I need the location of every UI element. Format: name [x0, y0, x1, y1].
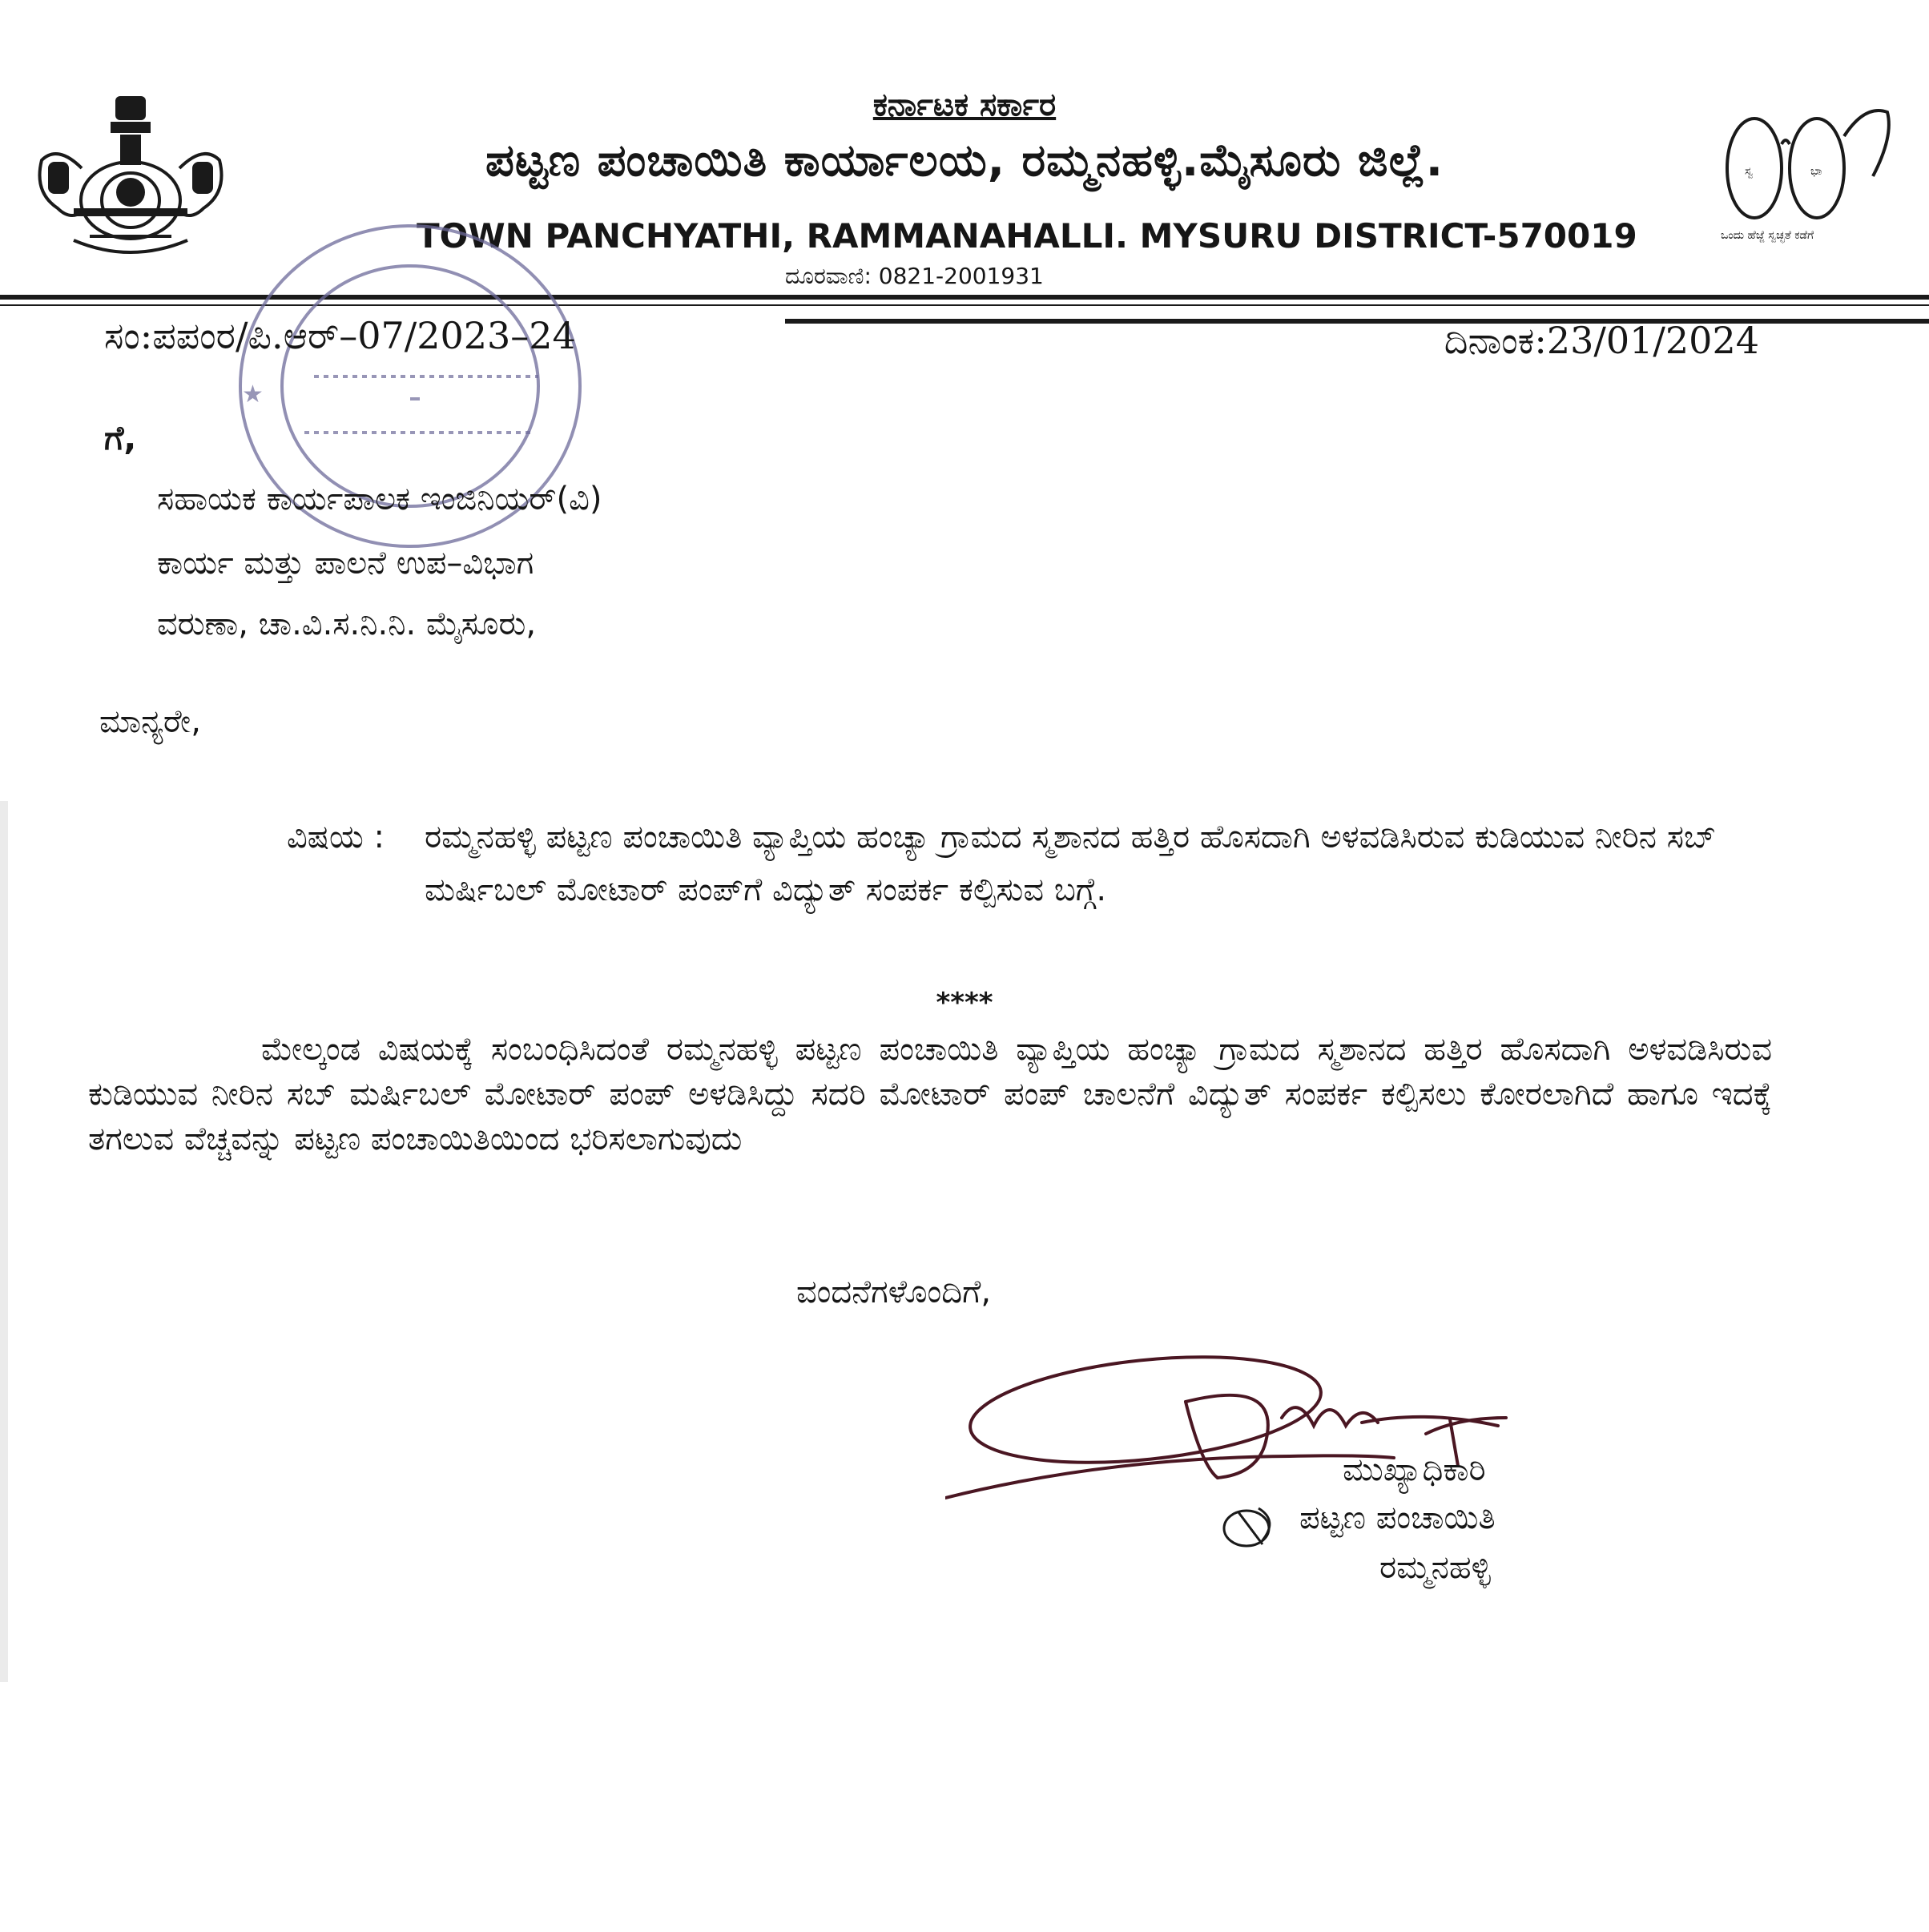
letter-body: ಮೇಲ್ಕಂಡ ವಿಷಯಕ್ಕೆ ಸಂಬಂಧಿಸಿದಂತೆ ರಮ್ಮನಹಳ್ಳಿ ಪಟ್ಟಣ ಪಂಚಾಯಿತಿ ವ್ಯಾಪ್ತಿಯ ಹಂಚ್ಯಾ ಗ್ರಾಮದ ಸ್ಮಶಾನದ ಹತ್ತಿರ ಹೊಸದಾಗಿ ಅಳವಡಿಸಿರುವ ಕುಡಿಯುವ ನೀರಿನ ಸಬ್ ಮರ್ಷಿಬಲ್ ಮೋಟಾರ್ ಪಂಪ್ ಅಳಡಿಸಿದ್ದು ಸದರಿ ಮೋಟಾರ್ ಪಂಪ್ ಚಾಲನೆಗೆ ವಿದ್ಯುತ್ ಸಂಪರ್ಕ ಕಲ್ಪಿಸಲು ಕೋರಲಾಗಿದೆ ಹಾಗೂ ಇದಕ್ಕೆ ತಗಲುವ ವೆಚ್ಚವನ್ನು ಪಟ್ಟಣ ಪಂಚಾಯಿತಿಯಿಂದ ಭರಿಸಲಾಗುವುದು	[88, 1031, 1772, 1157]
reference-number: ಸಂ:ಪಪಂರ/ಪಿ.ಆರ್–07/2023–24	[104, 314, 576, 357]
svg-text:ಸ್ವ: ಸ್ವ	[1745, 165, 1753, 178]
signatory-place: ರಮ್ಮನಹಳ್ಳಿ	[1379, 1549, 1491, 1586]
signatory-title: ಮುಖ್ಯಾಧಿಕಾರಿ	[1343, 1451, 1486, 1488]
logo-caption: ಒಂದು ಹೆಜ್ಜೆ ಸ್ವಚ್ಛತೆ ಕಡೆಗೆ	[1721, 229, 1814, 242]
salutation: ಮಾನ್ಯರೇ,	[99, 703, 201, 740]
letter-date: ದಿನಾಂಕ:23/01/2024	[1444, 319, 1759, 362]
subject-label: ವಿಷಯ :	[287, 819, 385, 855]
svg-text:ಭಾ: ಭಾ	[1810, 165, 1822, 178]
subject-text: ರಮ್ಮನಹಳ್ಳಿ ಪಟ್ಟಣ ಪಂಚಾಯಿತಿ ವ್ಯಾಪ್ತಿಯ ಹಂಚ್ಯಾ ಗ್ರಾಮದ ಸ್ಮಶಾನದ ಹತ್ತಿರ ಹೊಸದಾಗಿ ಅಳವಡಿಸಿರುವ ಕುಡಿಯುವ ನೀರಿನ ಸಬ್ ಮರ್ಷಿಬಲ್ ಮೋಟಾರ್ ಪಂಪ್‌ಗೆ ವಿದ್ಯುತ್ ಸಂಪರ್ಕ ಕಲ್ಪಿಸುವ ಬಗ್ಗೆ.	[425, 819, 1717, 908]
signatory-office: ಪಟ್ಟಣ ಪಂಚಾಯಿತಿ	[1299, 1499, 1496, 1536]
phone-number: ದೂರವಾಣಿ: 0821-2001931	[785, 263, 1044, 289]
office-title-kannada: ಪಟ್ಟಣ ಪಂಚಾಯಿತಿ ಕಾರ್ಯಾಲಯ, ರಮ್ಮನಹಳ್ಳಿ.ಮೈಸೂರು ಜಿಲ್ಲೆ.	[485, 135, 1444, 187]
section-separator: ****	[936, 987, 993, 1019]
svg-text:★: ★	[242, 380, 264, 409]
to-label: ಗೆ,	[104, 418, 137, 457]
recipient-address-line: ಕಾರ್ಯ ಮತ್ತು ಪಾಲನೆ ಉಪ–ವಿಭಾಗ	[157, 545, 534, 582]
recipient-address-line: ವರುಣಾ, ಚಾ.ವಿ.ಸ.ನಿ.ನಿ. ಮೈಸೂರು,	[157, 606, 537, 642]
recipient-address-line: ಸಹಾಯಕ ಕಾರ್ಯಪಾಲಕ ಇಂಜಿನಿಯರ್(ವಿ)	[157, 481, 602, 517]
office-title-english: TOWN PANCHYATHI, RAMMANAHALLI. MYSURU DISTRICT-570019	[417, 216, 1637, 256]
swachh-bharat-logo-icon	[1705, 88, 1897, 248]
government-title: ಕರ್ನಾಟಕ ಸರ್ಕಾರ	[872, 87, 1057, 123]
scan-edge-shadow	[0, 801, 8, 1682]
initials-mark-icon	[1214, 1496, 1295, 1552]
subject-block	[287, 811, 1769, 916]
closing-line: ವಂದನೆಗಳೊಂದಿಗೆ,	[796, 1274, 992, 1310]
